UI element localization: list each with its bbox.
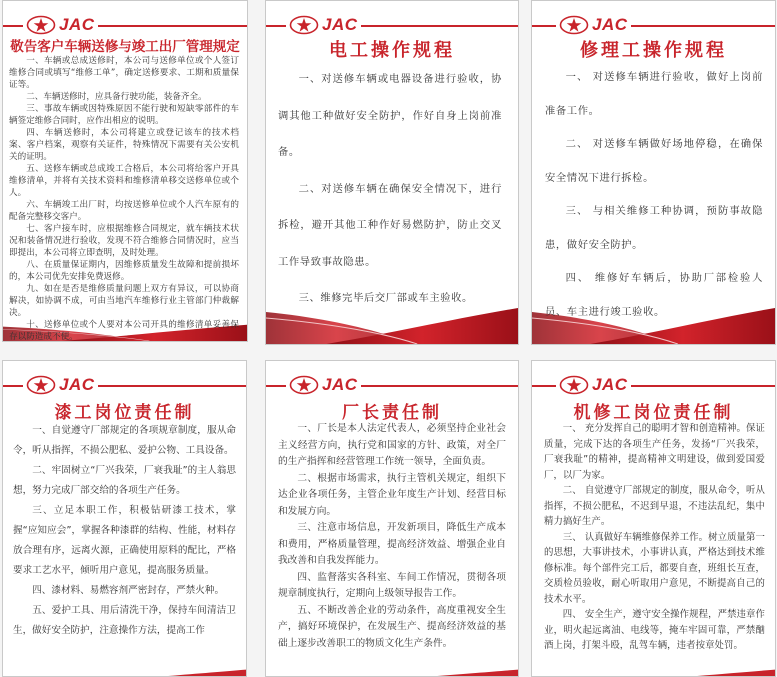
- clause: 三、注意市场信息，开发新项目，降低生产成本和费用，严格质量管理，提高经济效益、增强企业自我改善和自我发挥能力。: [278, 522, 506, 566]
- clause: 三、立足本职工作，积极钻研漆工技术，掌握“应知应会”，掌握各种漆群的结构、性能，材料存放合理有序，远离火源，正确使用原料的配比，严格要求工艺水平，倾听用户意见，提高服务质量。: [13, 505, 236, 576]
- clause: 二、牢固树立“厂兴我荣，厂衰我耻”的主人翁思想，努力完成厂部交给的各项生产任务。: [13, 465, 236, 496]
- star-emblem-icon: [559, 15, 589, 35]
- clause: 六、车辆竣工出厂时，均按送修单位或个人汽车原有的配备完整移交客户。: [9, 200, 239, 222]
- board-title: 漆工岗位责任制: [54, 403, 195, 423]
- clause: 二、车辆送修时，应具备行驶功能，装备齐全。: [26, 92, 207, 102]
- clause: 一、车辆或总成送修时，本公司与送修单位或个人签订维修合同或填写“维修工单”，确定送修要求、工期和质量保证等。: [9, 56, 239, 90]
- logo-text: JAC: [59, 15, 95, 34]
- clause: 八、在质量保证期内，因维修质量发生故障和提前损坏的，本公司优先安排免费返修。: [9, 260, 239, 282]
- logo-text: JAC: [322, 375, 358, 394]
- clause: 四、漆材料、易燃容剂严密封存，严禁火种。: [32, 585, 225, 596]
- star-emblem-icon: [26, 375, 56, 395]
- painter-responsibility-board: [2, 360, 247, 677]
- clause: 一、 充分发挥自己的聪明才智和创造精神。保证质量，完成下达的各项生产任务，发扬“厂兴我荣，厂衰我耻”的精神，提高精神文明建设，做到爱国爱厂，以厂为家。: [544, 423, 765, 481]
- jac-logo: [286, 375, 361, 395]
- red-swoosh-decoration: [266, 668, 518, 676]
- clause: 九、如在是否是维修质量问题上双方有异议，可以协商解决，如协调不成，可由当地汽车维修行业主管部门仲裁解决。: [9, 284, 239, 318]
- clause: 三、事故车辆或因特殊原因不能行驶和短缺零部件的车辆签定维修合同时，应作出相应的说明。: [9, 104, 239, 126]
- board-body: [545, 61, 763, 329]
- star-emblem-icon: [289, 15, 319, 35]
- clause: 三、 与相关维修工种协调，预防事故隐患，做好安全防护。: [545, 205, 763, 251]
- board-body: [9, 55, 239, 343]
- clause: 十、送修单位或个人要对本公司开具的维修清单妥善保存以防造成不便。: [9, 320, 239, 342]
- mechanic-procedure-board: [531, 0, 776, 345]
- logo-text: JAC: [59, 375, 95, 394]
- clause: 五、不断改善企业的劳动条件，高度重视安全生产，搞好环境保护，在发展生产、提高经济效益的基础上逐步改善职工的物质文化生产条件。: [278, 604, 506, 649]
- star-emblem-icon: [559, 375, 589, 395]
- board-title: 修理工操作规程: [580, 40, 727, 61]
- factory-director-responsibility-board: [265, 360, 519, 677]
- clause: 四、监督落实各科室、车间工作情况，贯彻各项规章制度执行，定期向上级领导报告工作。: [278, 571, 506, 599]
- machinist-responsibility-board: [531, 360, 776, 677]
- red-swoosh-decoration: [3, 668, 246, 676]
- board-title: 敬告客户车辆送修与竣工出厂管理规定: [10, 39, 240, 55]
- electrician-procedure-board: [265, 0, 519, 345]
- clause: 二、 对送修车辆做好场地停稳，在确保安全情况下进行拆检。: [545, 138, 763, 184]
- jac-logo: [23, 375, 98, 395]
- clause: 五、送修车辆或总成竣工合格后，本公司将给客户开具维修清单，并将有关技术资料和维修清单移交送修单位或个人。: [9, 164, 239, 198]
- clause: 四、 维修好车辆后，协助厂部检验人员、车主进行竣工验收。: [545, 272, 763, 318]
- board-title: 电工操作规程: [329, 40, 455, 61]
- clause: 二、 自觉遵守厂部规定的制度，服从命令，听从指挥，不损公肥私，不迟到早退，不违法乱纪，集中精力搞好生产。: [544, 485, 765, 527]
- board-title: 机修工岗位责任制: [573, 403, 734, 423]
- jac-logo: [286, 15, 361, 35]
- clause: 一、厂长是本人法定代表人，必须坚持企业社会主义经营方向，执行党和国家的方针、政策，对全厂的生产指挥和经营管理工作统一领导，全面负责。: [278, 423, 506, 467]
- clause: 二、根据市场需求，执行主管机关规定，组织下达企业各项任务，主管企业年度生产计划、经营目标和发展方向。: [278, 472, 506, 517]
- logo-text: JAC: [592, 375, 628, 394]
- clause: 一、自觉遵守厂部规定的各项规章制度，服从命令，听从指挥，不损公肥私、爱护公物、工具设备。: [13, 425, 236, 456]
- jac-logo: [23, 15, 98, 35]
- clause: 三、 认真做好车辆维修保养工作。树立质量第一的思想，大事讲技术，小事讲认真，严格达到技术维修标准。每个部件完工后，都要自查，班组长互查，交质检员验收，耐心听取用户意见，不断提高自己的技术水平。: [544, 531, 765, 605]
- star-emblem-icon: [289, 375, 319, 395]
- board-body: [544, 421, 765, 654]
- customer-repair-regulation-board: [2, 0, 248, 342]
- logo-text: JAC: [592, 15, 628, 34]
- clause: 三、维修完毕后交厂部或车主验收。: [298, 292, 473, 304]
- board-title: 厂长责任制: [342, 403, 442, 423]
- board-body: [278, 61, 502, 317]
- clause: 五、爱护工具、用后清洗干净，保持车间清洁卫生，做好安全防护，注意操作方法，提高工作: [13, 605, 236, 636]
- star-emblem-icon: [26, 15, 56, 35]
- clause: 一、对送修车辆或电器设备进行验收，协调其他工种做好安全防护，作好自身上岗前准备。: [278, 73, 502, 158]
- clause: 四、车辆送修时，本公司将建立或登记该车的技术档案、客户档案，观察有关证件，特殊情况下需要有关公安机关的证明。: [9, 128, 239, 162]
- board-body: [278, 421, 506, 652]
- jac-logo: [556, 15, 631, 35]
- clause: 四、 安全生产，遵守安全操作规程，严禁违章作业，明火起远离油、电线等，掩车牢固可靠，严禁酗酒上岗，打架斗殴，乱驾车辆，违者按章处罚。: [544, 609, 765, 651]
- board-body: [13, 421, 236, 641]
- logo-text: JAC: [322, 15, 358, 34]
- clause: 二、对送修车辆在确保安全情况下，进行拆检，避开其他工种作好易燃防护，防止交叉工作导致事故隐患。: [278, 182, 502, 268]
- clause: 一、 对送修车辆进行验收，做好上岗前准备工作。: [545, 71, 763, 117]
- jac-logo: [556, 375, 631, 395]
- clause: 七、客户接车时，应根据维修合同规定，就车辆技术状况和装备情况进行验收，发现不符合维修合同情况时，应当即提出，本公司将立即查明，及时处理。: [9, 224, 239, 258]
- red-swoosh-decoration: [532, 668, 775, 676]
